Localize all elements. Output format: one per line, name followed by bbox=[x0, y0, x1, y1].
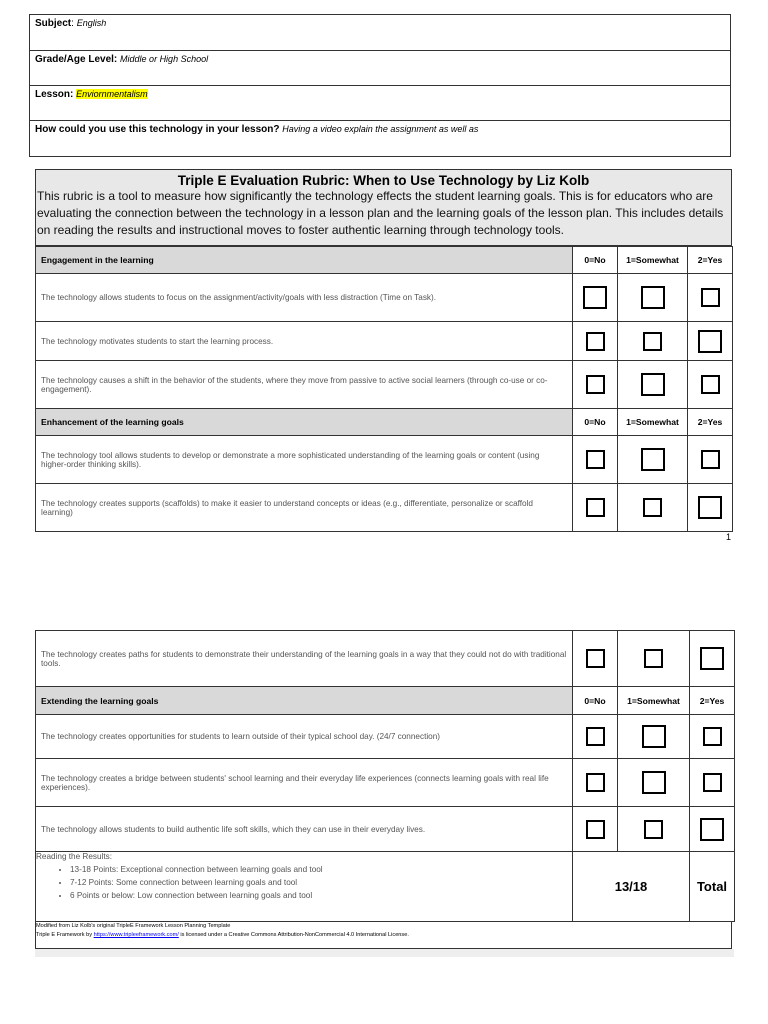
footer-line1: Modified from Liz Kolb's original TripleE Framework Lesson Planning Template bbox=[36, 923, 231, 929]
checkbox-somewhat[interactable] bbox=[642, 771, 666, 794]
table-row bbox=[36, 807, 735, 852]
col-yes-header: 2=Yes bbox=[690, 687, 735, 715]
section-heading: Extending the learning goals bbox=[36, 687, 573, 715]
list-item: • 6 Points or below: Low connection between learning goals and tool bbox=[70, 889, 572, 902]
checkbox-yes[interactable] bbox=[701, 375, 720, 394]
table-row bbox=[36, 631, 735, 687]
checkbox-yes[interactable] bbox=[698, 496, 722, 519]
criterion-text: The technology causes a shift in the behavior of the students, where they move from passive to active social learners (through co-use or co-engagement). bbox=[36, 361, 573, 409]
results-heading: Reading the Results: bbox=[36, 852, 113, 861]
section-heading: Engagement in the learning bbox=[36, 247, 573, 274]
subject-label: Subject bbox=[35, 18, 72, 29]
table-row bbox=[36, 436, 733, 484]
table-row bbox=[36, 484, 733, 532]
col-somewhat-header: 1=Somewhat bbox=[618, 247, 688, 274]
section-header-row bbox=[36, 409, 733, 436]
subject-value: English bbox=[76, 18, 107, 28]
results-cell bbox=[36, 852, 573, 922]
criterion-text: The technology creates paths for students to demonstrate their understanding of the learning goals in a way that they could not do with traditional tools. bbox=[36, 631, 573, 687]
grade-label: Grade/Age Level: bbox=[35, 54, 118, 65]
checkbox-yes[interactable] bbox=[701, 288, 720, 307]
criterion-text: The technology allows students to focus on the assignment/activity/goals with less distraction (Time on Task). bbox=[36, 274, 573, 322]
question-label: How could you use this technology in your lesson? bbox=[35, 124, 280, 135]
checkbox-somewhat[interactable] bbox=[642, 725, 666, 748]
checkbox-somewhat[interactable] bbox=[641, 286, 665, 309]
checkbox-no[interactable] bbox=[586, 727, 605, 746]
list-item: • 7-12 Points: Some connection between learning goals and tool bbox=[70, 876, 572, 889]
rubric-description: This rubric is a tool to measure how significantly the technology effects the student learning goals. This is for educators who are evaluating the connection between the technology in a lesson plan and the learning goals of the lesson plan. This includes details on reading the results and instructional moves to foster authentic learning through technology tools. bbox=[37, 189, 724, 237]
criterion-text: The technology tool allows students to develop or demonstrate a more sophisticated understanding of the learning goals or content (using higher-order thinking skills). bbox=[36, 436, 573, 484]
rubric-title: Triple E Evaluation Rubric: When to Use Technology by Liz Kolb bbox=[177, 173, 590, 188]
col-no-header: 0=No bbox=[573, 409, 618, 436]
criterion-text: The technology creates opportunities for students to learn outside of their typical school day. (24/7 connection) bbox=[36, 715, 573, 759]
criterion-text: The technology motivates students to start the learning process. bbox=[36, 322, 573, 361]
subject-row: Subject: English bbox=[30, 15, 730, 51]
table-row bbox=[36, 361, 733, 409]
checkbox-no[interactable] bbox=[586, 773, 605, 792]
page-number: 1 bbox=[726, 532, 732, 542]
table-row bbox=[36, 715, 735, 759]
checkbox-yes[interactable] bbox=[703, 727, 722, 746]
page-shadow bbox=[35, 949, 734, 957]
lesson-label: Lesson: bbox=[35, 89, 74, 100]
question-value: Having a video explain the assignment as well as bbox=[282, 124, 479, 134]
lesson-value: Enviornmentalism bbox=[76, 89, 148, 99]
checkbox-somewhat[interactable] bbox=[643, 332, 662, 351]
checkbox-no[interactable] bbox=[586, 820, 605, 839]
criterion-text: The technology creates supports (scaffolds) to make it easier to understand concepts or ideas (e.g., differentiate, personalize or scaffold learning) bbox=[36, 484, 573, 532]
col-yes-header: 2=Yes bbox=[688, 247, 733, 274]
checkbox-no[interactable] bbox=[586, 332, 605, 351]
checkbox-no[interactable] bbox=[586, 649, 605, 668]
checkbox-no[interactable] bbox=[583, 286, 607, 309]
col-somewhat-header: 1=Somewhat bbox=[618, 409, 688, 436]
checkbox-no[interactable] bbox=[586, 450, 605, 469]
table-row bbox=[36, 759, 735, 807]
checkbox-somewhat[interactable] bbox=[641, 448, 665, 471]
checkbox-somewhat[interactable] bbox=[644, 820, 663, 839]
checkbox-yes[interactable] bbox=[703, 773, 722, 792]
rubric-table-page1 bbox=[35, 246, 733, 532]
lesson-row bbox=[30, 86, 730, 121]
checkbox-yes[interactable] bbox=[700, 818, 724, 841]
table-row bbox=[36, 322, 733, 361]
checkbox-somewhat[interactable] bbox=[643, 498, 662, 517]
lesson-info-table bbox=[29, 14, 731, 157]
table-row bbox=[36, 274, 733, 322]
checkbox-yes[interactable] bbox=[700, 647, 724, 670]
criterion-text: The technology allows students to build authentic life soft skills, which they can use in their everyday lives. bbox=[36, 807, 573, 852]
criterion-text: The technology creates a bridge between students' school learning and their everyday life experiences (connects learning goals with real life experiences). bbox=[36, 759, 573, 807]
checkbox-no[interactable] bbox=[586, 375, 605, 394]
license-link[interactable]: https://www.tripleeframework.com/ bbox=[93, 932, 179, 938]
footer-prefix: Triple E Framework by bbox=[36, 932, 94, 938]
grade-value: Middle or High School bbox=[120, 54, 209, 64]
total-label: Total bbox=[690, 852, 735, 922]
score-value: 13/18 bbox=[573, 852, 690, 922]
col-no-header: 0=No bbox=[573, 687, 618, 715]
rubric-table-page2 bbox=[35, 630, 735, 922]
checkbox-yes[interactable] bbox=[701, 450, 720, 469]
col-somewhat-header: 1=Somewhat bbox=[618, 687, 690, 715]
question-row bbox=[30, 121, 730, 156]
rubric-title-block bbox=[35, 169, 732, 246]
section-header-row bbox=[36, 247, 733, 274]
results-list bbox=[36, 863, 572, 902]
checkbox-no[interactable] bbox=[586, 498, 605, 517]
col-yes-header: 2=Yes bbox=[688, 409, 733, 436]
col-no-header: 0=No bbox=[573, 247, 618, 274]
footer-suffix: is licensed under a Creative Commons Attribution-NonCommercial 4.0 International License. bbox=[178, 932, 409, 938]
checkbox-somewhat[interactable] bbox=[644, 649, 663, 668]
footer bbox=[35, 921, 732, 949]
results-row bbox=[36, 852, 735, 922]
list-item: • 13-18 Points: Exceptional connection between learning goals and tool bbox=[70, 863, 572, 876]
footer-line2 bbox=[36, 931, 731, 940]
checkbox-yes[interactable] bbox=[698, 330, 722, 353]
section-header-row bbox=[36, 687, 735, 715]
checkbox-somewhat[interactable] bbox=[641, 373, 665, 396]
section-heading: Enhancement of the learning goals bbox=[36, 409, 573, 436]
grade-row bbox=[30, 51, 730, 86]
